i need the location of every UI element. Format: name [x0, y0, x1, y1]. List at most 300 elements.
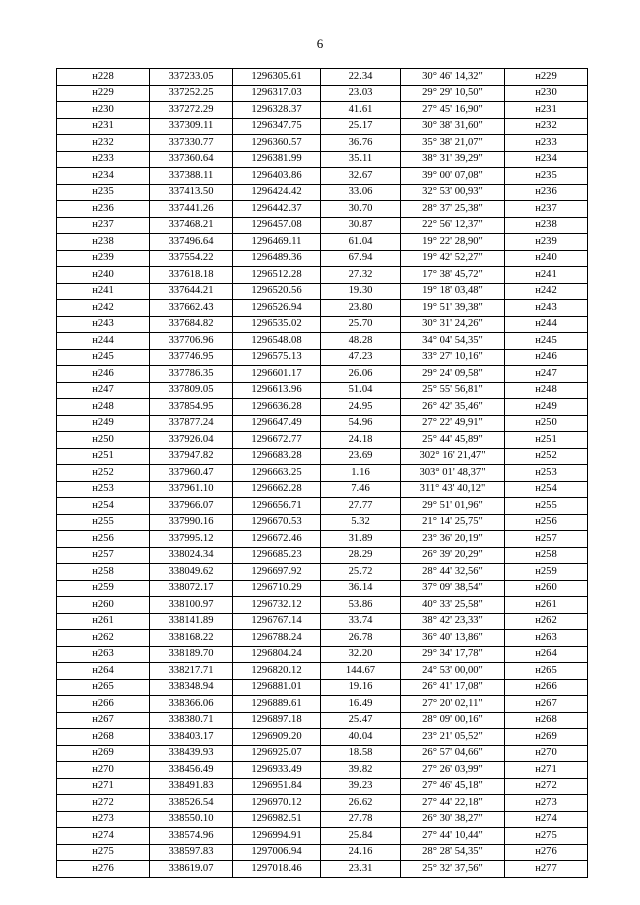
- point-to-cell: н230: [505, 85, 588, 102]
- direction-angle-cell: 25° 44' 45,89": [401, 432, 505, 449]
- segment-length-cell: 25.72: [321, 564, 401, 581]
- coord-x-cell: 337441.26: [150, 201, 233, 218]
- point-from-cell: н268: [57, 729, 150, 746]
- coord-y-cell: 1296767.14: [233, 613, 321, 630]
- coord-y-cell: 1296788.24: [233, 630, 321, 647]
- point-from-cell: н264: [57, 663, 150, 680]
- point-from-cell: н276: [57, 861, 150, 878]
- table-row: [57, 283, 588, 300]
- coord-x-cell: 337233.05: [150, 69, 233, 86]
- point-to-cell: н236: [505, 184, 588, 201]
- direction-angle-cell: 29° 29' 10,50": [401, 85, 505, 102]
- table-row: [57, 663, 588, 680]
- segment-length-cell: 144.67: [321, 663, 401, 680]
- segment-length-cell: 30.70: [321, 201, 401, 218]
- segment-length-cell: 5.32: [321, 514, 401, 531]
- coord-y-cell: 1296520.56: [233, 283, 321, 300]
- coord-x-cell: 338456.49: [150, 762, 233, 779]
- direction-angle-cell: 23° 36' 20,19": [401, 531, 505, 548]
- coord-x-cell: 337413.50: [150, 184, 233, 201]
- direction-angle-cell: 27° 46' 45,18": [401, 778, 505, 795]
- point-to-cell: н240: [505, 250, 588, 267]
- direction-angle-cell: 29° 51' 01,96": [401, 498, 505, 515]
- point-from-cell: н270: [57, 762, 150, 779]
- segment-length-cell: 26.62: [321, 795, 401, 812]
- table-row: [57, 795, 588, 812]
- table-row: [57, 465, 588, 482]
- direction-angle-cell: 19° 18' 03,48": [401, 283, 505, 300]
- coord-y-cell: 1296347.75: [233, 118, 321, 135]
- table-row: [57, 580, 588, 597]
- segment-length-cell: 28.29: [321, 547, 401, 564]
- point-to-cell: н258: [505, 547, 588, 564]
- coord-y-cell: 1296672.46: [233, 531, 321, 548]
- table-row: [57, 811, 588, 828]
- table-row: [57, 613, 588, 630]
- segment-length-cell: 25.17: [321, 118, 401, 135]
- point-from-cell: н246: [57, 366, 150, 383]
- direction-angle-cell: 28° 44' 32,56": [401, 564, 505, 581]
- coord-x-cell: 337496.64: [150, 234, 233, 251]
- direction-angle-cell: 35° 38' 21,07": [401, 135, 505, 152]
- point-from-cell: н271: [57, 778, 150, 795]
- coord-x-cell: 337809.05: [150, 382, 233, 399]
- coord-x-cell: 337272.29: [150, 102, 233, 119]
- direction-angle-cell: 39° 00' 07,08": [401, 168, 505, 185]
- table-row: [57, 250, 588, 267]
- coord-x-cell: 338526.54: [150, 795, 233, 812]
- point-from-cell: н242: [57, 300, 150, 317]
- segment-length-cell: 26.78: [321, 630, 401, 647]
- point-from-cell: н267: [57, 712, 150, 729]
- segment-length-cell: 30.87: [321, 217, 401, 234]
- segment-length-cell: 18.58: [321, 745, 401, 762]
- table-row: [57, 531, 588, 548]
- coord-y-cell: 1296535.02: [233, 316, 321, 333]
- table-row: [57, 481, 588, 498]
- coord-x-cell: 337554.22: [150, 250, 233, 267]
- table-row: [57, 564, 588, 581]
- table-row: [57, 712, 588, 729]
- coord-x-cell: 338597.83: [150, 844, 233, 861]
- coord-x-cell: 338168.22: [150, 630, 233, 647]
- direction-angle-cell: 17° 38' 45,72": [401, 267, 505, 284]
- coord-x-cell: 337947.82: [150, 448, 233, 465]
- point-to-cell: н251: [505, 432, 588, 449]
- point-from-cell: н247: [57, 382, 150, 399]
- table-row: [57, 778, 588, 795]
- table-row: [57, 679, 588, 696]
- coord-y-cell: 1296328.37: [233, 102, 321, 119]
- table-row: [57, 415, 588, 432]
- coord-x-cell: 337644.21: [150, 283, 233, 300]
- point-to-cell: н253: [505, 465, 588, 482]
- point-to-cell: н243: [505, 300, 588, 317]
- point-from-cell: н253: [57, 481, 150, 498]
- coord-x-cell: 337360.64: [150, 151, 233, 168]
- coord-y-cell: 1296994.91: [233, 828, 321, 845]
- table-row: [57, 234, 588, 251]
- table-row: [57, 217, 588, 234]
- segment-length-cell: 24.16: [321, 844, 401, 861]
- direction-angle-cell: 27° 45' 16,90": [401, 102, 505, 119]
- segment-length-cell: 61.04: [321, 234, 401, 251]
- point-from-cell: н239: [57, 250, 150, 267]
- segment-length-cell: 39.82: [321, 762, 401, 779]
- coord-y-cell: 1296732.12: [233, 597, 321, 614]
- direction-angle-cell: 40° 33' 25,58": [401, 597, 505, 614]
- direction-angle-cell: 23° 21' 05,52": [401, 729, 505, 746]
- coord-x-cell: 337990.16: [150, 514, 233, 531]
- point-from-cell: н249: [57, 415, 150, 432]
- direction-angle-cell: 311° 43' 40,12": [401, 481, 505, 498]
- direction-angle-cell: 303° 01' 48,37": [401, 465, 505, 482]
- segment-length-cell: 24.18: [321, 432, 401, 449]
- table-row: [57, 366, 588, 383]
- direction-angle-cell: 28° 09' 00,16": [401, 712, 505, 729]
- coord-x-cell: 338403.17: [150, 729, 233, 746]
- table-row: [57, 201, 588, 218]
- direction-angle-cell: 19° 42' 52,27": [401, 250, 505, 267]
- segment-length-cell: 25.70: [321, 316, 401, 333]
- coord-y-cell: 1296662.28: [233, 481, 321, 498]
- direction-angle-cell: 29° 34' 17,78": [401, 646, 505, 663]
- direction-angle-cell: 22° 56' 12,37": [401, 217, 505, 234]
- point-from-cell: н237: [57, 217, 150, 234]
- point-to-cell: н244: [505, 316, 588, 333]
- coord-x-cell: 337926.04: [150, 432, 233, 449]
- point-from-cell: н241: [57, 283, 150, 300]
- coord-y-cell: 1296305.61: [233, 69, 321, 86]
- segment-length-cell: 16.49: [321, 696, 401, 713]
- coord-y-cell: 1296457.08: [233, 217, 321, 234]
- coord-x-cell: 337468.21: [150, 217, 233, 234]
- segment-length-cell: 26.06: [321, 366, 401, 383]
- coord-x-cell: 337330.77: [150, 135, 233, 152]
- point-to-cell: н256: [505, 514, 588, 531]
- coord-x-cell: 338439.93: [150, 745, 233, 762]
- coord-x-cell: 337662.43: [150, 300, 233, 317]
- point-from-cell: н254: [57, 498, 150, 515]
- point-to-cell: н265: [505, 663, 588, 680]
- coord-x-cell: 338049.62: [150, 564, 233, 581]
- point-from-cell: н243: [57, 316, 150, 333]
- coord-x-cell: 338574.96: [150, 828, 233, 845]
- table-row: [57, 597, 588, 614]
- point-to-cell: н229: [505, 69, 588, 86]
- table-row: [57, 729, 588, 746]
- coord-x-cell: 338619.07: [150, 861, 233, 878]
- segment-length-cell: 27.77: [321, 498, 401, 515]
- coord-y-cell: 1296804.24: [233, 646, 321, 663]
- coord-x-cell: 338072.17: [150, 580, 233, 597]
- coord-x-cell: 337877.24: [150, 415, 233, 432]
- point-to-cell: н264: [505, 646, 588, 663]
- point-from-cell: н230: [57, 102, 150, 119]
- coord-y-cell: 1296548.08: [233, 333, 321, 350]
- point-to-cell: н276: [505, 844, 588, 861]
- point-to-cell: н246: [505, 349, 588, 366]
- coord-y-cell: 1296685.23: [233, 547, 321, 564]
- table-body: [57, 69, 588, 878]
- point-to-cell: н249: [505, 399, 588, 416]
- segment-length-cell: 51.04: [321, 382, 401, 399]
- point-to-cell: н245: [505, 333, 588, 350]
- point-to-cell: н254: [505, 481, 588, 498]
- point-to-cell: н277: [505, 861, 588, 878]
- table-row: [57, 399, 588, 416]
- point-from-cell: н236: [57, 201, 150, 218]
- segment-length-cell: 23.31: [321, 861, 401, 878]
- coord-y-cell: 1296469.11: [233, 234, 321, 251]
- table-row: [57, 300, 588, 317]
- point-to-cell: н262: [505, 613, 588, 630]
- point-to-cell: н261: [505, 597, 588, 614]
- coord-y-cell: 1296424.42: [233, 184, 321, 201]
- coord-x-cell: 337786.35: [150, 366, 233, 383]
- coord-x-cell: 337746.95: [150, 349, 233, 366]
- segment-length-cell: 33.74: [321, 613, 401, 630]
- coord-x-cell: 338141.89: [150, 613, 233, 630]
- point-from-cell: н250: [57, 432, 150, 449]
- coord-y-cell: 1296881.01: [233, 679, 321, 696]
- point-from-cell: н252: [57, 465, 150, 482]
- coord-y-cell: 1296697.92: [233, 564, 321, 581]
- table-row: [57, 646, 588, 663]
- coord-x-cell: 337618.18: [150, 267, 233, 284]
- direction-angle-cell: 19° 22' 28,90": [401, 234, 505, 251]
- table-row: [57, 118, 588, 135]
- point-to-cell: н272: [505, 778, 588, 795]
- coord-y-cell: 1296933.49: [233, 762, 321, 779]
- direction-angle-cell: 37° 09' 38,54": [401, 580, 505, 597]
- direction-angle-cell: 26° 42' 35,46": [401, 399, 505, 416]
- point-from-cell: н256: [57, 531, 150, 548]
- point-from-cell: н259: [57, 580, 150, 597]
- point-to-cell: н232: [505, 118, 588, 135]
- coord-y-cell: 1296489.36: [233, 250, 321, 267]
- point-to-cell: н259: [505, 564, 588, 581]
- point-to-cell: н266: [505, 679, 588, 696]
- point-to-cell: н241: [505, 267, 588, 284]
- coord-y-cell: 1296897.18: [233, 712, 321, 729]
- table-row: [57, 432, 588, 449]
- coord-y-cell: 1296403.86: [233, 168, 321, 185]
- table-row: [57, 349, 588, 366]
- point-from-cell: н244: [57, 333, 150, 350]
- segment-length-cell: 25.47: [321, 712, 401, 729]
- direction-angle-cell: 29° 24' 09,58": [401, 366, 505, 383]
- direction-angle-cell: 24° 53' 00,00": [401, 663, 505, 680]
- segment-length-cell: 25.84: [321, 828, 401, 845]
- point-from-cell: н234: [57, 168, 150, 185]
- coord-x-cell: 337960.47: [150, 465, 233, 482]
- coord-y-cell: 1296613.96: [233, 382, 321, 399]
- direction-angle-cell: 25° 32' 37,56": [401, 861, 505, 878]
- segment-length-cell: 33.06: [321, 184, 401, 201]
- point-from-cell: н265: [57, 679, 150, 696]
- point-from-cell: н263: [57, 646, 150, 663]
- coord-x-cell: 338024.34: [150, 547, 233, 564]
- direction-angle-cell: 36° 40' 13,86": [401, 630, 505, 647]
- segment-length-cell: 23.69: [321, 448, 401, 465]
- coord-x-cell: 338348.94: [150, 679, 233, 696]
- point-to-cell: н268: [505, 712, 588, 729]
- coord-y-cell: 1296526.94: [233, 300, 321, 317]
- direction-angle-cell: 33° 27' 10,16": [401, 349, 505, 366]
- table-row: [57, 85, 588, 102]
- point-from-cell: н248: [57, 399, 150, 416]
- coord-y-cell: 1296982.51: [233, 811, 321, 828]
- point-to-cell: н271: [505, 762, 588, 779]
- table-row: [57, 184, 588, 201]
- table-row: [57, 861, 588, 878]
- coord-x-cell: 337252.25: [150, 85, 233, 102]
- segment-length-cell: 40.04: [321, 729, 401, 746]
- point-to-cell: н239: [505, 234, 588, 251]
- table-row: [57, 828, 588, 845]
- direction-angle-cell: 28° 37' 25,38": [401, 201, 505, 218]
- coord-y-cell: 1296710.29: [233, 580, 321, 597]
- segment-length-cell: 67.94: [321, 250, 401, 267]
- direction-angle-cell: 32° 53' 00,93": [401, 184, 505, 201]
- coord-y-cell: 1296647.49: [233, 415, 321, 432]
- coord-y-cell: 1296317.03: [233, 85, 321, 102]
- coord-x-cell: 338550.10: [150, 811, 233, 828]
- coord-x-cell: 338100.97: [150, 597, 233, 614]
- direction-angle-cell: 26° 30' 38,27": [401, 811, 505, 828]
- point-from-cell: н229: [57, 85, 150, 102]
- point-from-cell: н233: [57, 151, 150, 168]
- table-row: [57, 69, 588, 86]
- coord-x-cell: 338217.71: [150, 663, 233, 680]
- table-row: [57, 316, 588, 333]
- segment-length-cell: 1.16: [321, 465, 401, 482]
- point-to-cell: н269: [505, 729, 588, 746]
- segment-length-cell: 41.61: [321, 102, 401, 119]
- point-from-cell: н251: [57, 448, 150, 465]
- coord-y-cell: 1296889.61: [233, 696, 321, 713]
- segment-length-cell: 27.32: [321, 267, 401, 284]
- coord-y-cell: 1296925.07: [233, 745, 321, 762]
- table-row: [57, 102, 588, 119]
- segment-length-cell: 31.89: [321, 531, 401, 548]
- segment-length-cell: 19.16: [321, 679, 401, 696]
- point-to-cell: н255: [505, 498, 588, 515]
- coord-y-cell: 1296601.17: [233, 366, 321, 383]
- point-from-cell: н245: [57, 349, 150, 366]
- coord-x-cell: 337706.96: [150, 333, 233, 350]
- table-row: [57, 762, 588, 779]
- direction-angle-cell: 27° 44' 10,44": [401, 828, 505, 845]
- point-from-cell: н228: [57, 69, 150, 86]
- point-from-cell: н231: [57, 118, 150, 135]
- table-row: [57, 151, 588, 168]
- segment-length-cell: 53.86: [321, 597, 401, 614]
- direction-angle-cell: 21° 14' 25,75": [401, 514, 505, 531]
- coord-x-cell: 337995.12: [150, 531, 233, 548]
- table-row: [57, 382, 588, 399]
- point-from-cell: н261: [57, 613, 150, 630]
- point-from-cell: н260: [57, 597, 150, 614]
- table-row: [57, 498, 588, 515]
- coord-x-cell: 338366.06: [150, 696, 233, 713]
- point-from-cell: н274: [57, 828, 150, 845]
- table-row: [57, 630, 588, 647]
- point-to-cell: н247: [505, 366, 588, 383]
- coord-x-cell: 337961.10: [150, 481, 233, 498]
- coord-x-cell: 337966.07: [150, 498, 233, 515]
- point-from-cell: н275: [57, 844, 150, 861]
- segment-length-cell: 36.14: [321, 580, 401, 597]
- segment-length-cell: 35.11: [321, 151, 401, 168]
- coord-y-cell: 1296951.84: [233, 778, 321, 795]
- coord-y-cell: 1296512.28: [233, 267, 321, 284]
- segment-length-cell: 23.03: [321, 85, 401, 102]
- segment-length-cell: 47.23: [321, 349, 401, 366]
- direction-angle-cell: 34° 04' 54,35": [401, 333, 505, 350]
- direction-angle-cell: 26° 57' 04,66": [401, 745, 505, 762]
- coord-x-cell: 338491.83: [150, 778, 233, 795]
- point-from-cell: н266: [57, 696, 150, 713]
- table-row: [57, 267, 588, 284]
- coord-y-cell: 1296381.99: [233, 151, 321, 168]
- coord-x-cell: 338380.71: [150, 712, 233, 729]
- point-from-cell: н269: [57, 745, 150, 762]
- table-row: [57, 745, 588, 762]
- table-row: [57, 135, 588, 152]
- segment-length-cell: 7.46: [321, 481, 401, 498]
- point-to-cell: н257: [505, 531, 588, 548]
- point-to-cell: н250: [505, 415, 588, 432]
- direction-angle-cell: 30° 46' 14,32": [401, 69, 505, 86]
- table-row: [57, 333, 588, 350]
- coord-y-cell: 1296442.37: [233, 201, 321, 218]
- table-row: [57, 696, 588, 713]
- point-to-cell: н237: [505, 201, 588, 218]
- segment-length-cell: 39.23: [321, 778, 401, 795]
- coord-y-cell: 1297018.46: [233, 861, 321, 878]
- point-to-cell: н238: [505, 217, 588, 234]
- point-from-cell: н255: [57, 514, 150, 531]
- coord-y-cell: 1296360.57: [233, 135, 321, 152]
- segment-length-cell: 54.96: [321, 415, 401, 432]
- table-row: [57, 168, 588, 185]
- coord-x-cell: 337684.82: [150, 316, 233, 333]
- coord-y-cell: 1296656.71: [233, 498, 321, 515]
- point-to-cell: н273: [505, 795, 588, 812]
- segment-length-cell: 22.34: [321, 69, 401, 86]
- coord-x-cell: 337854.95: [150, 399, 233, 416]
- point-from-cell: н238: [57, 234, 150, 251]
- point-to-cell: н234: [505, 151, 588, 168]
- direction-angle-cell: 27° 26' 03,99": [401, 762, 505, 779]
- table-row: [57, 448, 588, 465]
- page-number: 6: [316, 36, 324, 51]
- point-to-cell: н242: [505, 283, 588, 300]
- coord-y-cell: 1296683.28: [233, 448, 321, 465]
- coord-y-cell: 1297006.94: [233, 844, 321, 861]
- segment-length-cell: 19.30: [321, 283, 401, 300]
- table-row: [57, 547, 588, 564]
- point-from-cell: н258: [57, 564, 150, 581]
- coord-y-cell: 1296672.77: [233, 432, 321, 449]
- coord-y-cell: 1296575.13: [233, 349, 321, 366]
- direction-angle-cell: 30° 38' 31,60": [401, 118, 505, 135]
- direction-angle-cell: 27° 20' 02,11": [401, 696, 505, 713]
- coord-x-cell: 337309.11: [150, 118, 233, 135]
- point-to-cell: н270: [505, 745, 588, 762]
